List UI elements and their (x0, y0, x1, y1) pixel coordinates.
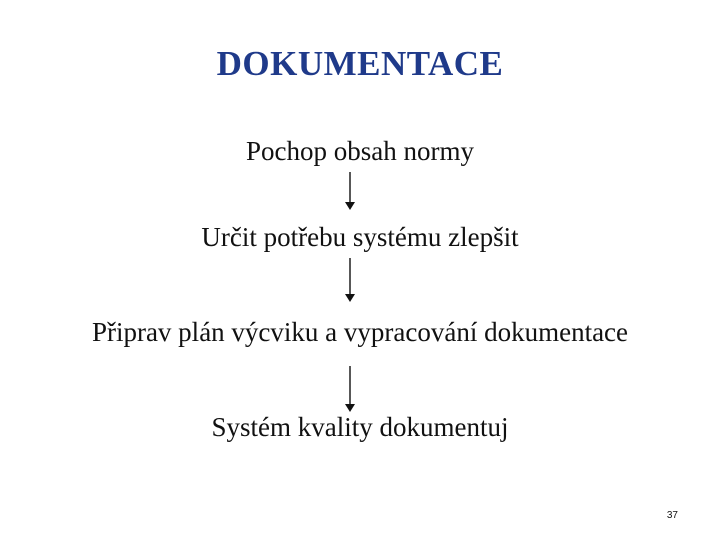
flow-step-document-quality-system: Systém kvality dokumentuj (211, 412, 509, 442)
down-arrow-icon (338, 258, 362, 302)
slide-title: DOKUMENTACE (216, 44, 504, 83)
flow-step-understand-norm: Pochop obsah normy (246, 136, 474, 166)
flow-step-determine-improvement-need: Určit potřebu systému zlepšit (201, 222, 519, 252)
page-number: 37 (666, 510, 678, 521)
flow-step-prepare-training-plan: Připrav plán výcviku a vypracování dokumentace (91, 317, 629, 347)
down-arrow-icon (338, 366, 362, 412)
down-arrow-icon (338, 172, 362, 210)
